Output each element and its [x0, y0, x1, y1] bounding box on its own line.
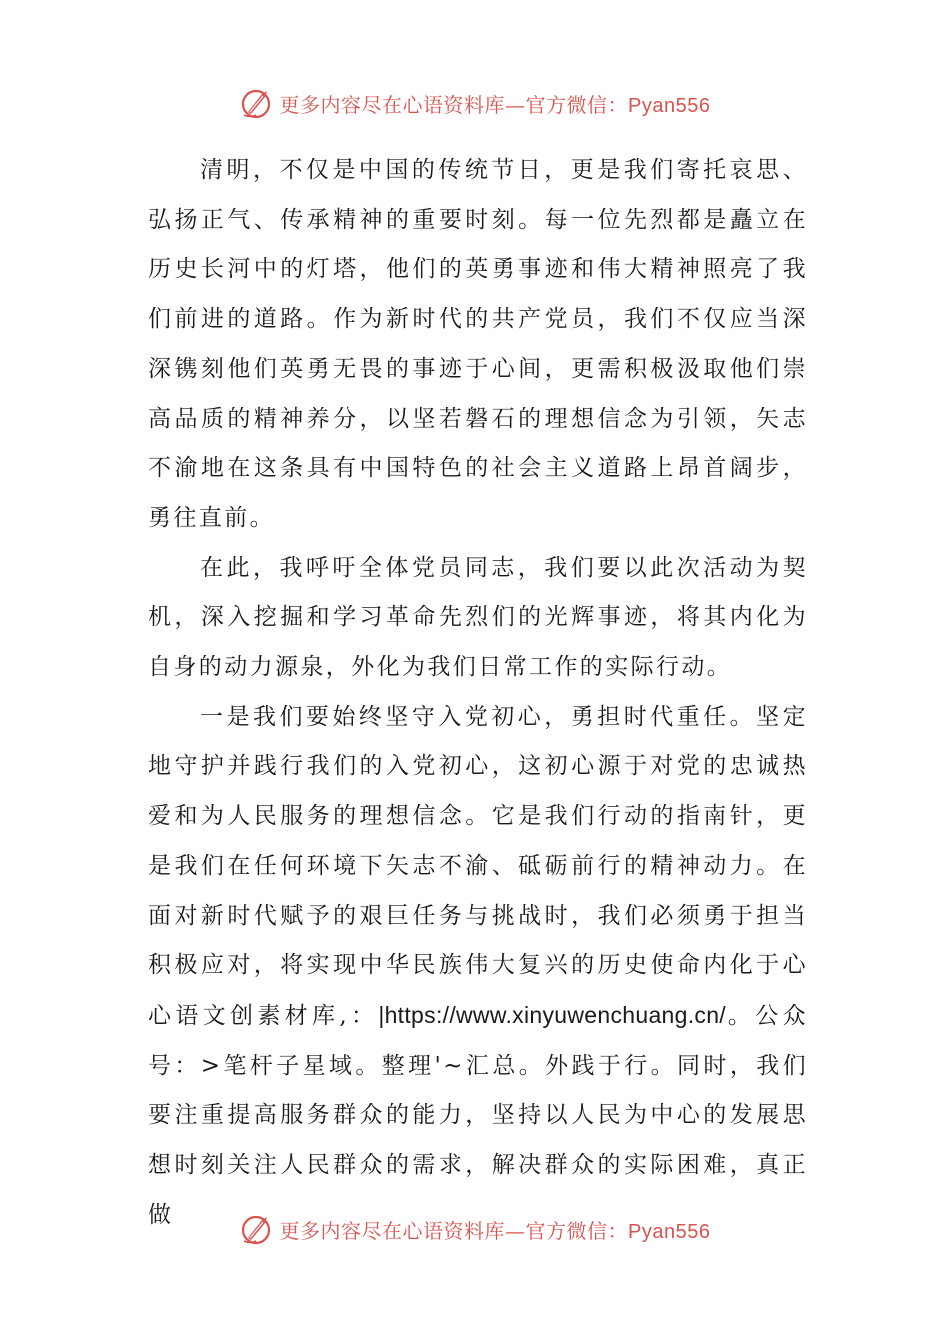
header-banner	[0, 83, 950, 123]
header-wechat-label: 官方微信：	[525, 92, 629, 117]
document-body	[148, 146, 808, 1240]
paragraph-3	[148, 693, 808, 1241]
pen-nib-logo-icon	[240, 1211, 276, 1247]
footer-banner	[0, 1209, 950, 1249]
header-brand-text: 更多内容尽在心语资料库	[279, 92, 506, 117]
paragraph-3-part-1: 一是我们要始终坚守入党初心，勇担时代重任。坚定地守护并践行我们的入党初心，这初心源于对党的忠诚热爱和为人民服务的理想信念。它是我们行动的指南针，更是我们在任何环境下矢志不渝、砥砺前行的精神动力。在面对新时代赋予的艰巨任务与挑战时，我们必须勇于担当积极应对，将实现中华民族伟大复兴的历史使命内化于心心语文创素材库,：	[148, 703, 808, 1029]
footer-separator: —	[505, 1218, 526, 1243]
paragraph-1: 清明，不仅是中国的传统节日，更是我们寄托哀思、弘扬正气、传承精神的重要时刻。每一位先烈都是矗立在历史长河中的灯塔，他们的英勇事迹和伟大精神照亮了我们前进的道路。作为新时代的共产党员，我们不仅应当深深镌刻他们英勇无畏的事迹于心间，更需积极汲取他们崇高品质的精神养分，以坚若磐石的理想信念为引领，矢志不渝地在这条具有中国特色的社会主义道路上昂首阔步，勇往直前。	[148, 157, 808, 531]
paragraph-2: 在此，我呼吁全体党员同志，我们要以此次活动为契机，深入挖掘和学习革命先烈们的光辉事迹，将其内化为自身的动力源泉，外化为我们日常工作的实际行动。	[148, 554, 808, 681]
paragraph-3-part-2: 。公众号：>笔杆子星域。整理'~汇总。外践于行。同时，我们要注重提高服务群众的能力，坚持以人民为中心的发展思想时刻关注人民群众的需求，解决群众的实际困难，真正做	[148, 1002, 808, 1228]
header-banner-text	[280, 89, 711, 118]
header-wechat-id: Pyan556	[628, 94, 711, 117]
pen-nib-logo-icon	[240, 85, 276, 121]
footer-wechat-label: 官方微信：	[525, 1218, 629, 1243]
footer-brand-text: 更多内容尽在心语资料库	[279, 1218, 506, 1243]
inline-url-text: |https://www.xinyuwenchuang.cn/	[378, 1001, 726, 1028]
footer-banner-text	[280, 1215, 711, 1244]
header-separator: —	[505, 92, 526, 117]
footer-wechat-id: Pyan556	[628, 1220, 711, 1243]
